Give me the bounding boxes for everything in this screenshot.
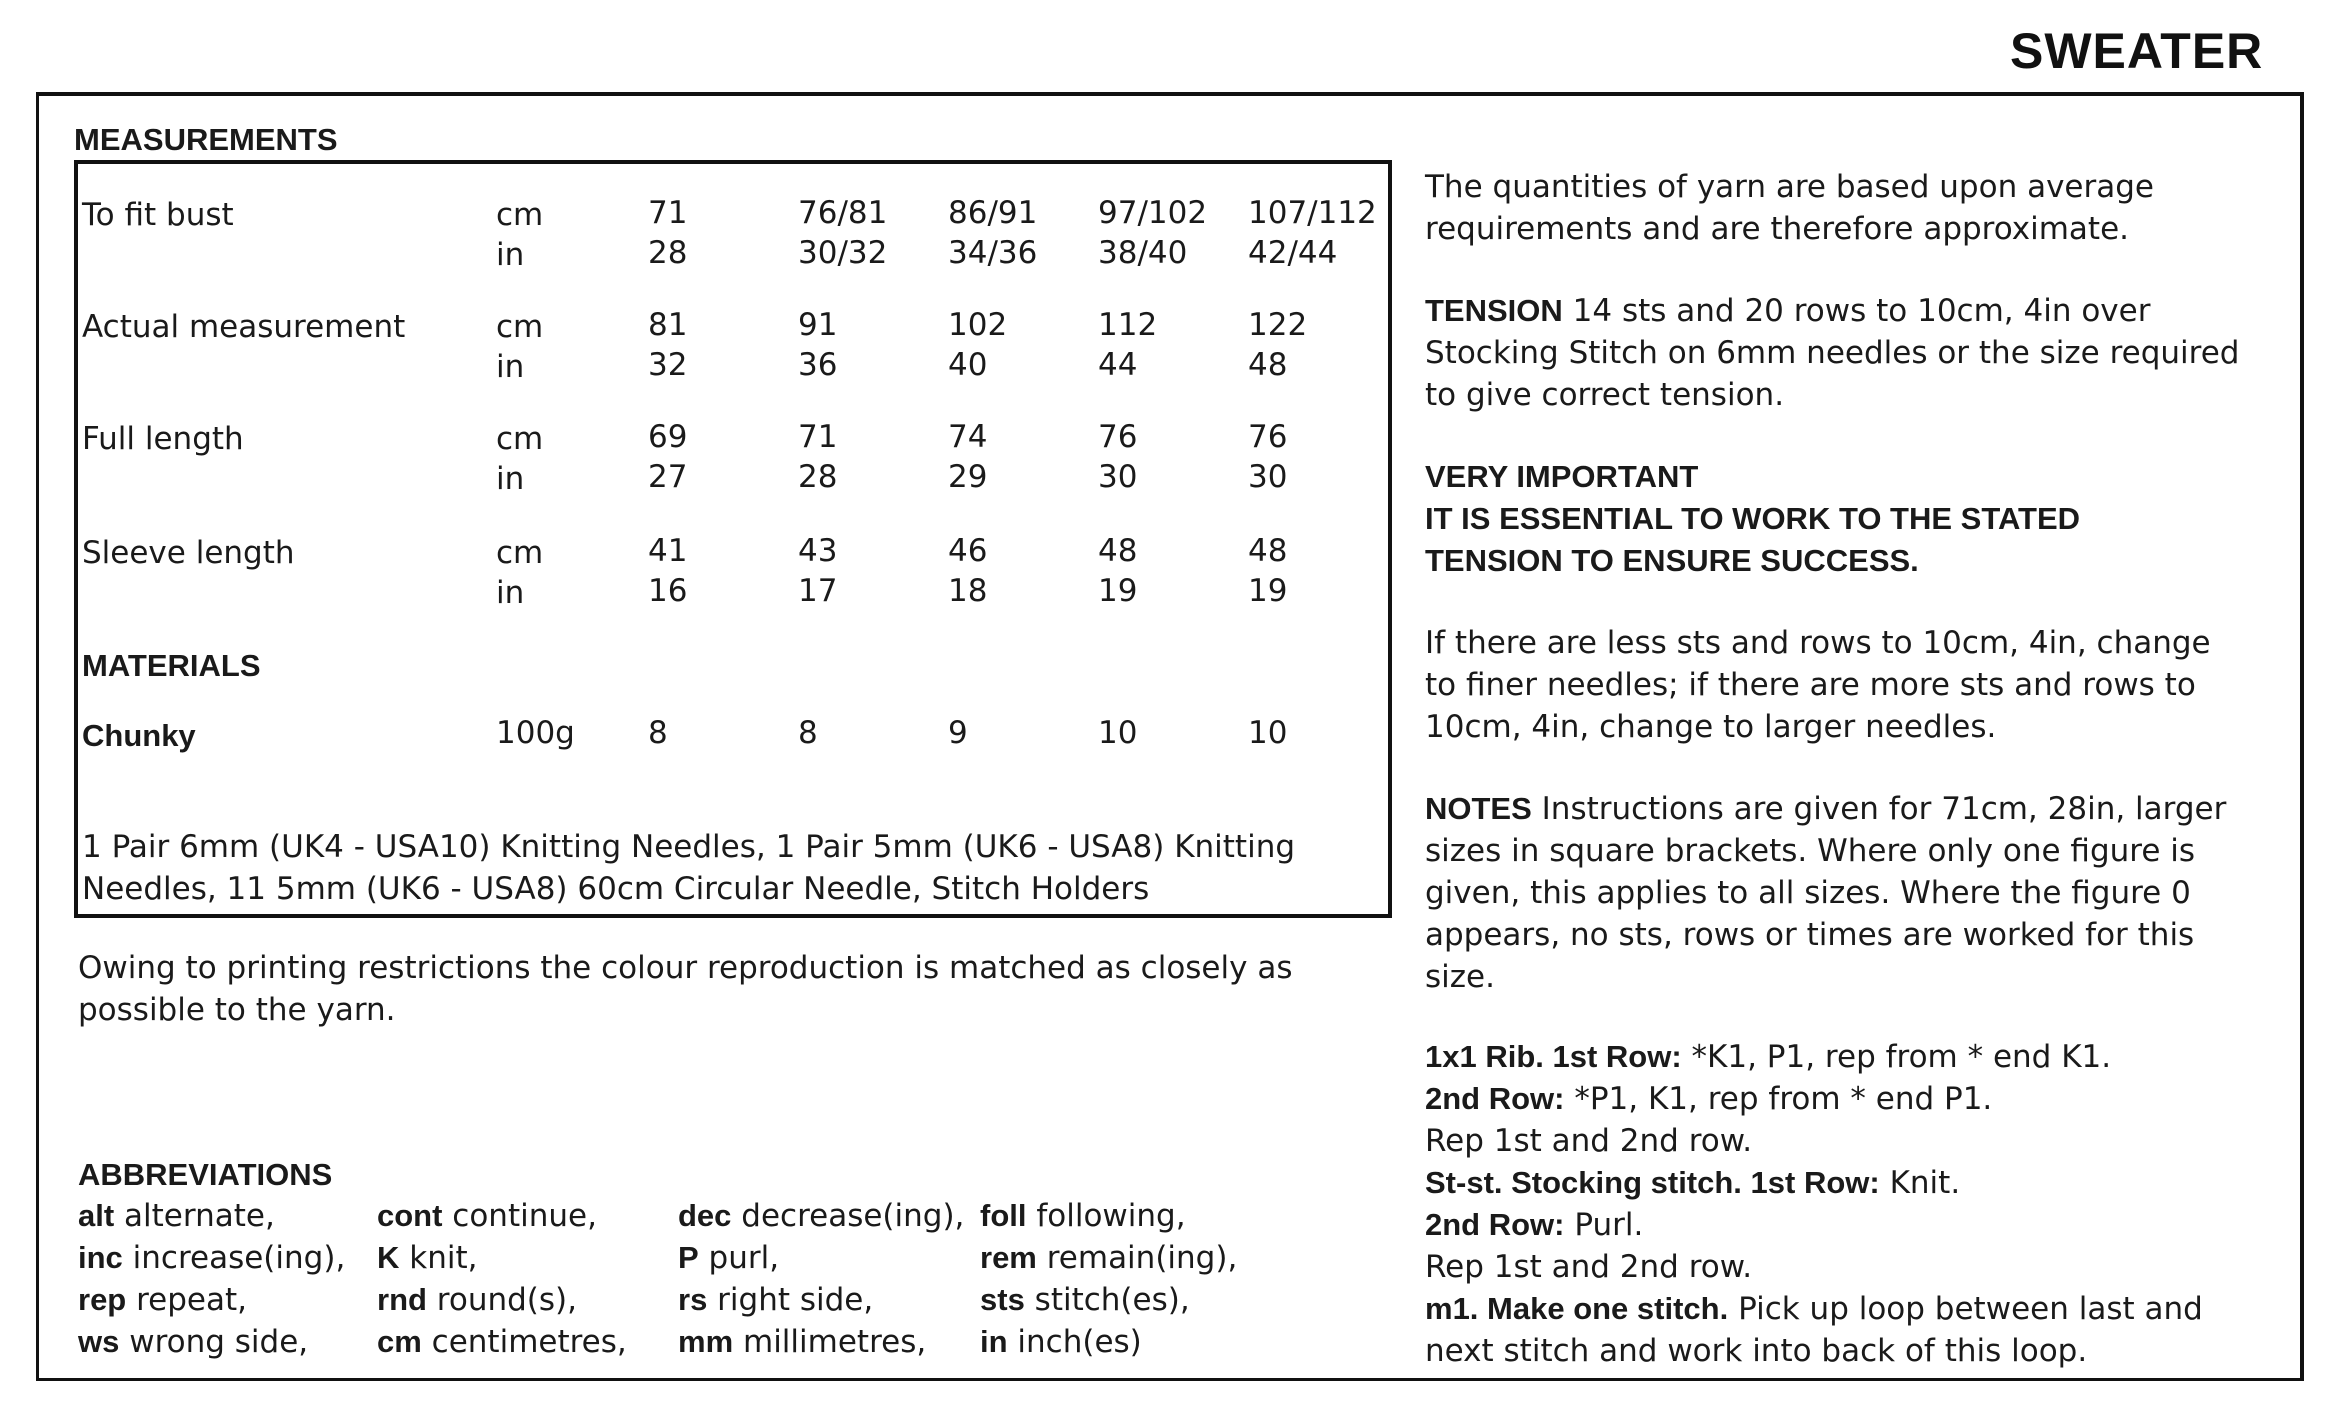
- text-line: to finer needles; if there are more sts and rows to: [1425, 667, 2196, 703]
- row-unit: in: [496, 237, 525, 273]
- stitch-line: [1425, 1288, 2203, 1330]
- size-value: 71: [798, 419, 838, 455]
- stitch-term: m1. Make one stitch.: [1425, 1291, 1729, 1326]
- abbreviation: ws: [78, 1324, 120, 1359]
- needles-text: [82, 826, 1295, 910]
- row-label: Actual measurement: [82, 309, 406, 345]
- text-line: Needles, 11 5mm (UK6 - USA8) 60cm Circular Needle, Stitch Holders: [82, 871, 1150, 907]
- abbreviation-meaning: round(s),: [426, 1282, 577, 1318]
- text-line: sizes in square brackets. Where only one figure is: [1425, 833, 2196, 869]
- notes-keyword: NOTES: [1425, 791, 1532, 826]
- abbreviation-entry: [377, 1284, 577, 1316]
- abbreviation-meaning: remain(ing),: [1036, 1240, 1238, 1276]
- abbreviation-entry: [678, 1284, 873, 1316]
- stitch-term: St-st. Stocking stitch. 1st Row:: [1425, 1165, 1880, 1200]
- size-value: 8: [798, 715, 818, 751]
- size-value: 27: [648, 459, 688, 495]
- size-value: 16: [648, 573, 688, 609]
- abbreviation: in: [980, 1324, 1008, 1359]
- size-value: 30/32: [798, 235, 888, 271]
- size-value: 10: [1248, 715, 1288, 751]
- abbreviation-entry: [980, 1284, 1190, 1316]
- row-label: Sleeve length: [82, 535, 295, 571]
- notes-text: Instructions are given for 71cm, 28in, larger: [1531, 791, 2227, 827]
- row-unit: in: [496, 349, 525, 385]
- size-value: 43: [798, 533, 838, 569]
- row-label: Full length: [82, 421, 244, 457]
- size-value: 38/40: [1098, 235, 1188, 271]
- text-line: [1425, 788, 2226, 830]
- tension-section: [1425, 290, 2239, 416]
- stitch-line: [1425, 1204, 2203, 1246]
- text-line: given, this applies to all sizes. Where the figure 0: [1425, 875, 2191, 911]
- size-value: 44: [1098, 347, 1138, 383]
- size-value: 46: [948, 533, 988, 569]
- size-value: 76: [1098, 419, 1138, 455]
- abbreviation-meaning: right side,: [707, 1282, 874, 1318]
- measurements-heading: MEASUREMENTS: [74, 122, 338, 157]
- abbreviation-meaning: decrease(ing),: [731, 1198, 965, 1234]
- text-line: 1 Pair 6mm (UK4 - USA10) Knitting Needles, 1 Pair 5mm (UK6 - USA8) Knitting: [82, 829, 1296, 865]
- abbreviation: inc: [78, 1240, 123, 1275]
- abbreviation-entry: [377, 1200, 597, 1232]
- size-value: 74: [948, 419, 988, 455]
- stitch-text: Knit.: [1879, 1165, 1961, 1201]
- size-value: 30: [1248, 459, 1288, 495]
- size-value: 8: [648, 715, 668, 751]
- size-value: 40: [948, 347, 988, 383]
- row-unit: cm: [496, 535, 544, 571]
- row-label: To fit bust: [82, 197, 234, 233]
- abbreviation: rem: [980, 1240, 1037, 1275]
- row-unit: in: [496, 575, 525, 611]
- size-value: 48: [1248, 347, 1288, 383]
- size-value: 71: [648, 195, 688, 231]
- stitch-line: [1425, 1330, 2203, 1372]
- abbreviation-meaning: alternate,: [114, 1198, 275, 1234]
- size-value: 36: [798, 347, 838, 383]
- size-value: 18: [948, 573, 988, 609]
- stitch-line: [1425, 1162, 2203, 1204]
- size-value: 19: [1248, 573, 1288, 609]
- abbreviation: cm: [377, 1324, 422, 1359]
- abbreviation-entry: [980, 1326, 1142, 1358]
- stitch-text: next stitch and work into back of this loop.: [1425, 1333, 2088, 1369]
- text-line: 10cm, 4in, change to larger needles.: [1425, 709, 1997, 745]
- size-value: 34/36: [948, 235, 1038, 271]
- size-value: 81: [648, 307, 688, 343]
- notes-section: [1425, 788, 2226, 998]
- abbreviation: cont: [377, 1198, 443, 1233]
- stitch-text: Purl.: [1564, 1207, 1644, 1243]
- size-value: 97/102: [1098, 195, 1208, 231]
- size-value: 102: [948, 307, 1008, 343]
- size-value: 41: [648, 533, 688, 569]
- abbreviation-meaning: continue,: [442, 1198, 597, 1234]
- stitch-line: [1425, 1246, 2203, 1288]
- abbreviation-entry: [78, 1242, 345, 1274]
- abbreviation-meaning: increase(ing),: [122, 1240, 346, 1276]
- text-line: possible to the yarn.: [78, 992, 396, 1028]
- abbreviation-meaning: inch(es): [1007, 1324, 1142, 1360]
- row-label: Chunky: [82, 718, 196, 753]
- frame-top-border: [36, 92, 2304, 96]
- size-value: 107/112: [1248, 195, 1377, 231]
- text-line: [1425, 290, 2239, 332]
- abbreviation-meaning: repeat,: [126, 1282, 247, 1318]
- abbreviation-entry: [678, 1242, 779, 1274]
- materials-heading: MATERIALS: [82, 648, 261, 683]
- size-value: 122: [1248, 307, 1308, 343]
- row-unit: 100g: [496, 715, 575, 751]
- frame-left-border: [36, 92, 39, 1379]
- size-value: 86/91: [948, 195, 1038, 231]
- row-unit: cm: [496, 197, 544, 233]
- abbreviation: foll: [980, 1198, 1027, 1233]
- text-line: appears, no sts, rows or times are worked for this: [1425, 917, 2195, 953]
- text-line: requirements and are therefore approximate.: [1425, 211, 2129, 247]
- stitch-text: *K1, P1, rep from * end K1.: [1681, 1039, 2112, 1075]
- size-value: 9: [948, 715, 968, 751]
- text-line: Owing to printing restrictions the colour reproduction is matched as closely as: [78, 950, 1293, 986]
- stitch-line: [1425, 1078, 2203, 1120]
- text-line: to give correct tension.: [1425, 377, 1785, 413]
- text-line: VERY IMPORTANT: [1425, 459, 1699, 494]
- important-notice: [1425, 456, 2080, 582]
- text-line: TENSION TO ENSURE SUCCESS.: [1425, 543, 1919, 578]
- abbreviation: rnd: [377, 1282, 427, 1317]
- tension-keyword: TENSION: [1425, 293, 1563, 328]
- text-line: The quantities of yarn are based upon average: [1425, 169, 2154, 205]
- frame-bottom-border: [36, 1378, 2304, 1381]
- abbreviation-meaning: millimetres,: [733, 1324, 927, 1360]
- stitch-text: Pick up loop between last and: [1728, 1291, 2203, 1327]
- abbreviation-meaning: purl,: [698, 1240, 780, 1276]
- frame-right-border: [2300, 92, 2304, 1379]
- size-value: 10: [1098, 715, 1138, 751]
- abbreviation-meaning: following,: [1026, 1198, 1186, 1234]
- size-value: 76/81: [798, 195, 888, 231]
- size-value: 28: [648, 235, 688, 271]
- abbreviations-heading: ABBREVIATIONS: [78, 1157, 333, 1192]
- abbreviation-entry: [678, 1200, 964, 1232]
- abbreviation-entry: [980, 1200, 1186, 1232]
- size-value: 48: [1248, 533, 1288, 569]
- abbreviation: alt: [78, 1198, 115, 1233]
- stitch-instructions: [1425, 1036, 2203, 1372]
- abbreviation-entry: [78, 1326, 308, 1358]
- size-value: 17: [798, 573, 838, 609]
- size-value: 76: [1248, 419, 1288, 455]
- abbreviation-meaning: knit,: [399, 1240, 478, 1276]
- abbreviation-entry: [678, 1326, 926, 1358]
- abbreviation: rs: [678, 1282, 708, 1317]
- stitch-text: Rep 1st and 2nd row.: [1425, 1123, 1753, 1159]
- abbreviation-entry: [377, 1242, 477, 1274]
- text-line: If there are less sts and rows to 10cm, 4in, change: [1425, 625, 2211, 661]
- abbreviation: mm: [678, 1324, 734, 1359]
- needle-size-advice: [1425, 622, 2211, 748]
- stitch-line: [1425, 1120, 2203, 1162]
- text-line: IT IS ESSENTIAL TO WORK TO THE STATED: [1425, 501, 2081, 536]
- row-unit: cm: [496, 309, 544, 345]
- size-value: 32: [648, 347, 688, 383]
- abbreviation-meaning: stitch(es),: [1024, 1282, 1190, 1318]
- size-value: 48: [1098, 533, 1138, 569]
- stitch-term: 1x1 Rib. 1st Row:: [1425, 1039, 1682, 1074]
- abbreviation: K: [377, 1240, 400, 1275]
- size-value: 19: [1098, 573, 1138, 609]
- colour-note: [78, 947, 1292, 1031]
- abbreviation-meaning: wrong side,: [119, 1324, 309, 1360]
- abbreviation: sts: [980, 1282, 1025, 1317]
- size-value: 42/44: [1248, 235, 1338, 271]
- tension-text: 14 sts and 20 rows to 10cm, 4in over: [1562, 293, 2151, 329]
- text-line: Stocking Stitch on 6mm needles or the size required: [1425, 335, 2240, 371]
- row-unit: in: [496, 461, 525, 497]
- page-title: SWEATER: [2010, 23, 2264, 79]
- yarn-quantities-note: [1425, 166, 2154, 250]
- abbreviation: rep: [78, 1282, 127, 1317]
- size-value: 69: [648, 419, 688, 455]
- abbreviation-entry: [980, 1242, 1237, 1274]
- size-value: 30: [1098, 459, 1138, 495]
- abbreviation-entry: [78, 1284, 247, 1316]
- stitch-term: 2nd Row:: [1425, 1207, 1565, 1242]
- abbreviation-entry: [78, 1200, 275, 1232]
- size-value: 29: [948, 459, 988, 495]
- stitch-text: *P1, K1, rep from * end P1.: [1564, 1081, 1993, 1117]
- stitch-text: Rep 1st and 2nd row.: [1425, 1249, 1753, 1285]
- abbreviation: dec: [678, 1198, 732, 1233]
- size-value: 28: [798, 459, 838, 495]
- stitch-term: 2nd Row:: [1425, 1081, 1565, 1116]
- size-value: 91: [798, 307, 838, 343]
- text-line: size.: [1425, 959, 1495, 995]
- size-value: 112: [1098, 307, 1158, 343]
- abbreviation-entry: [377, 1326, 627, 1358]
- stitch-line: [1425, 1036, 2203, 1078]
- abbreviation-meaning: centimetres,: [421, 1324, 627, 1360]
- row-unit: cm: [496, 421, 544, 457]
- abbreviation: P: [678, 1240, 699, 1275]
